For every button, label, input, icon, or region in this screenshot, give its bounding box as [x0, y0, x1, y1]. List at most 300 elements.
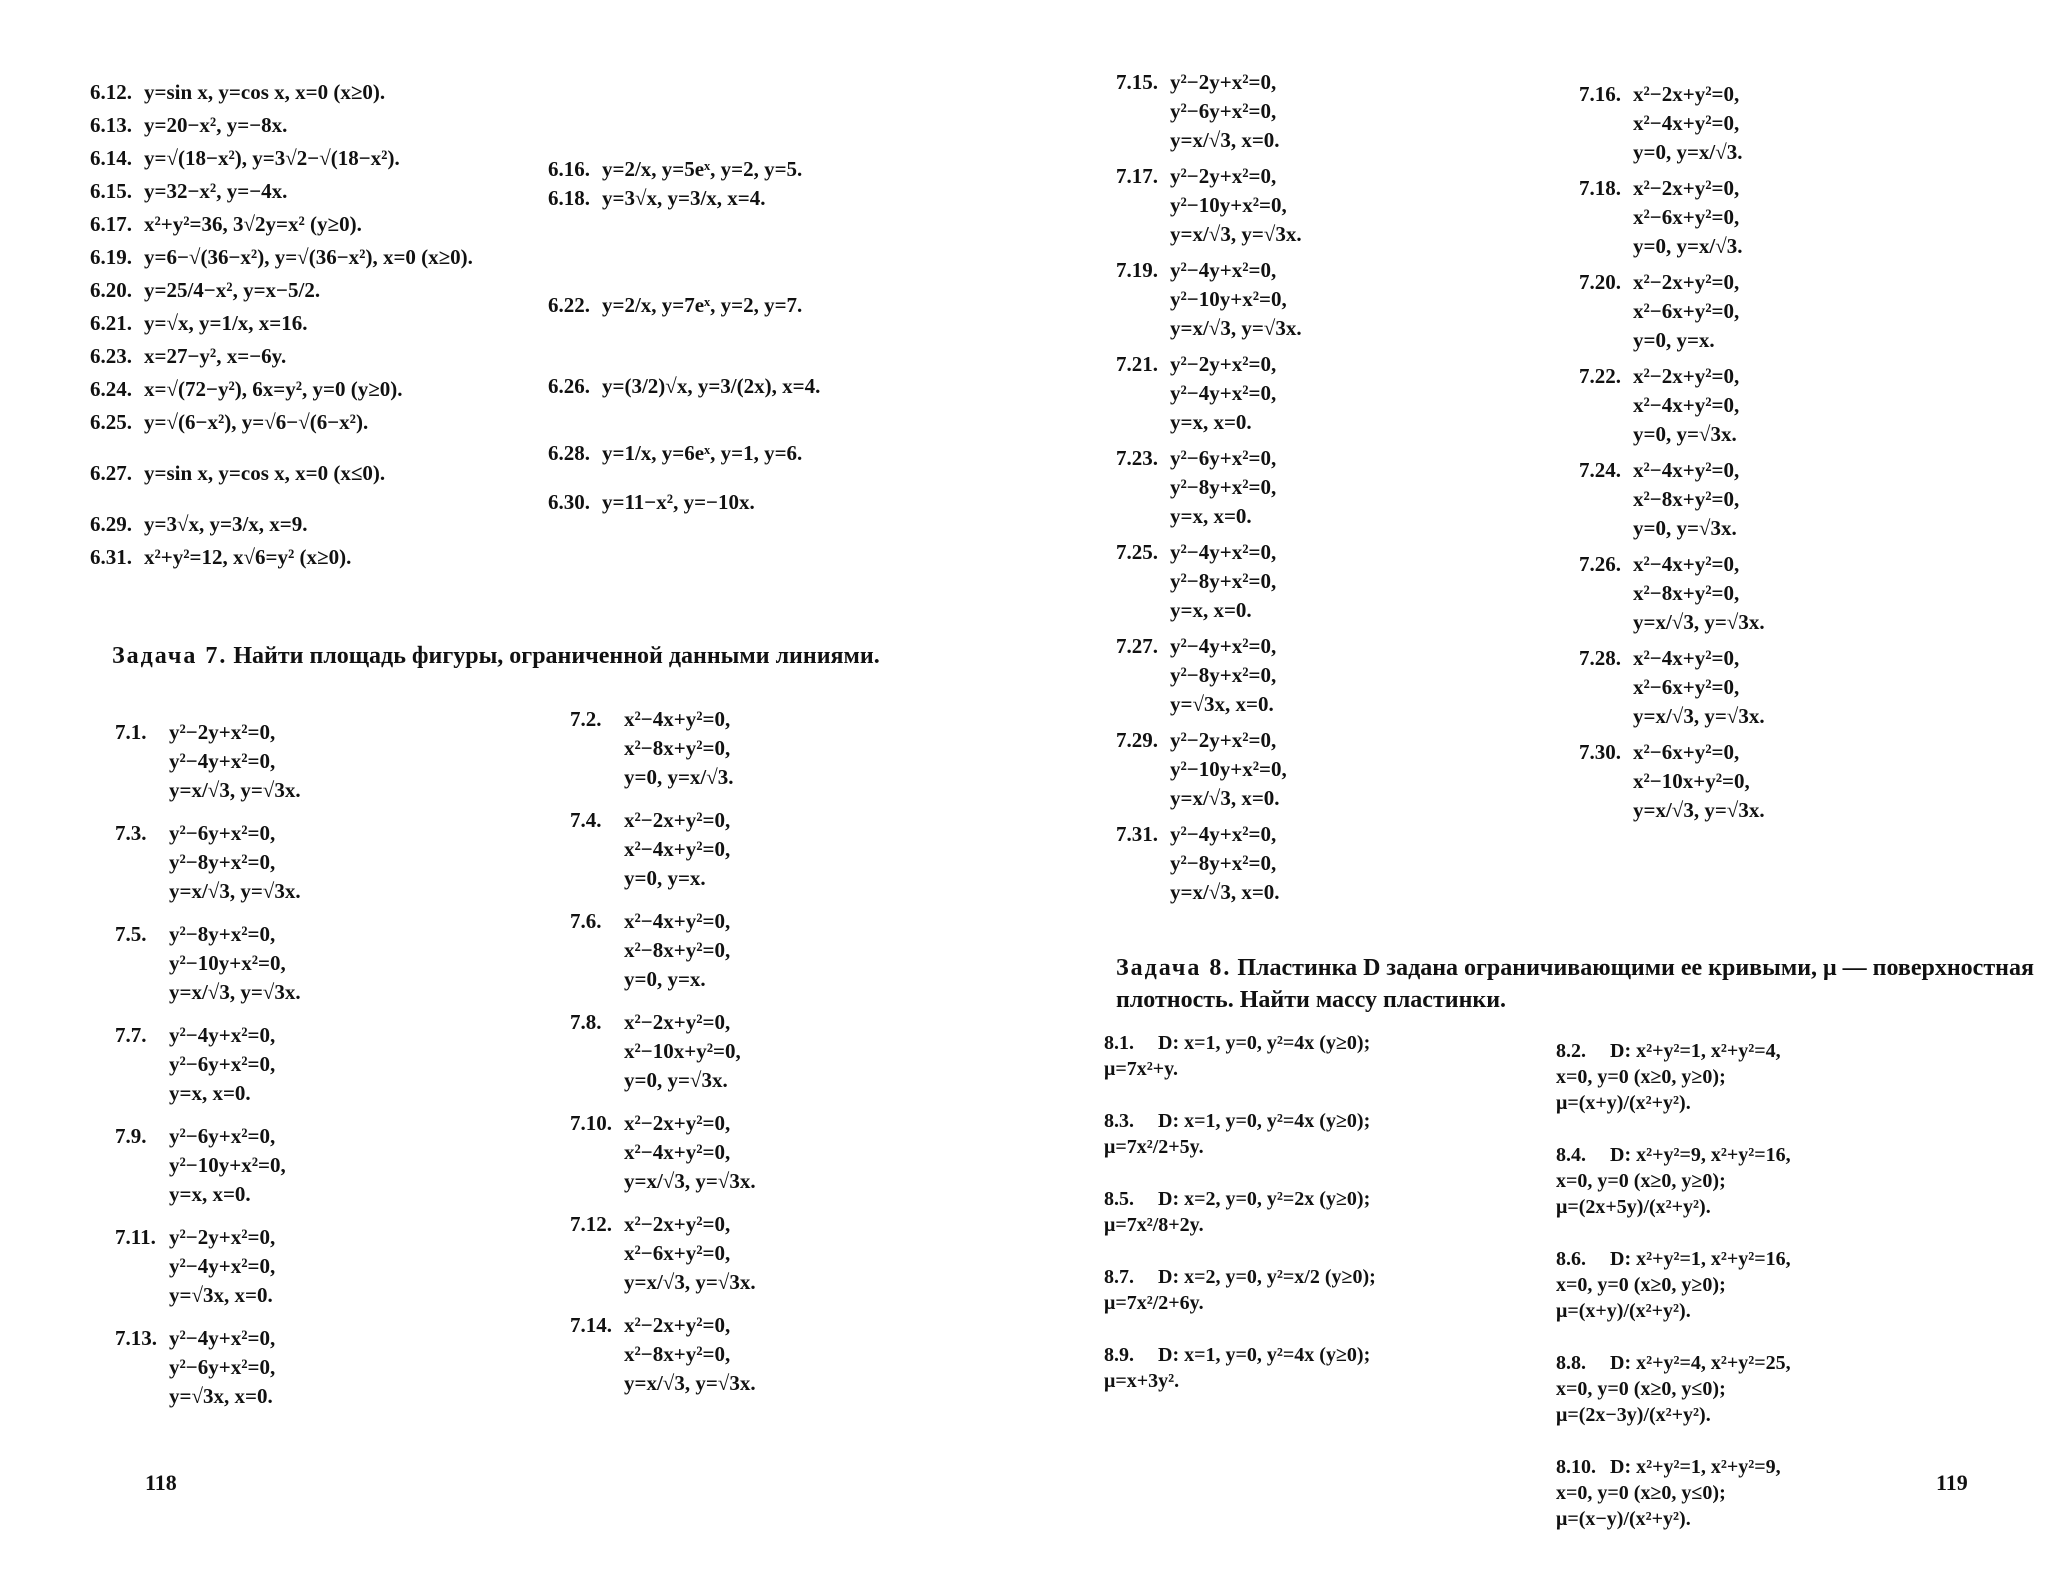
- problem-number: 7.18.: [1579, 176, 1621, 200]
- problem-line: [1579, 174, 1765, 203]
- problem-item: [570, 907, 756, 994]
- problem-line: x²−6x+y²=0,: [1633, 675, 1740, 699]
- problem-line: [548, 291, 820, 320]
- problem-line: μ=(x−y)/(x²+y²).: [1556, 1508, 1691, 1530]
- page-number-left: 118: [145, 1470, 177, 1495]
- problem-expression: x²−4x+y²=0,: [1633, 458, 1740, 482]
- task8-column-1: [1104, 1030, 1376, 1420]
- problem-line: [1579, 362, 1765, 391]
- problem-line: y=x, x=0.: [1170, 504, 1252, 528]
- problem-item: [115, 920, 301, 1007]
- problem-line: [570, 705, 756, 734]
- problem-number: 7.31.: [1116, 822, 1158, 846]
- problem-line: [1556, 1038, 1791, 1064]
- task7-heading: [112, 640, 992, 672]
- problem-expression: x²−2x+y²=0,: [624, 1111, 731, 1135]
- problem-line: μ=7x²/2+6y.: [1104, 1292, 1204, 1314]
- problem-item: [90, 276, 473, 305]
- problem-line: [548, 439, 820, 468]
- problem-item: [570, 1210, 756, 1297]
- problem-line: x²−4x+y²=0,: [624, 1140, 731, 1164]
- problem-line: x=0, y=0 (x≥0, y≤0);: [1556, 1482, 1726, 1504]
- problem-number: 8.1.: [1104, 1032, 1134, 1054]
- problem-number: 6.24.: [90, 377, 132, 401]
- problem-number: 6.14.: [90, 146, 132, 170]
- problem-expression: D: x²+y²=1, x²+y²=9,: [1610, 1456, 1781, 1478]
- problem-expression: y=1/x, y=6eˣ, y=1, y=6.: [602, 441, 803, 465]
- problem-line: y=x/√3, y=√3x.: [1170, 222, 1302, 246]
- problem-item: [548, 488, 820, 517]
- problem-line: y²−10y+x²=0,: [169, 1153, 286, 1177]
- problem-item: [1116, 162, 1302, 249]
- problem-expression: x²+y²=36, 3√2y=x² (y≥0).: [144, 212, 362, 236]
- problem-number: 7.8.: [570, 1010, 602, 1034]
- problem-item: [1579, 362, 1765, 449]
- problem-number: 6.19.: [90, 245, 132, 269]
- problem-item: [115, 1122, 301, 1209]
- problem-line: y=0, y=√3x.: [624, 1068, 728, 1092]
- problem-expression: x²−2x+y²=0,: [624, 1313, 731, 1337]
- problem-item: [1116, 350, 1302, 437]
- problem-line: y=x/√3, y=√3x.: [1633, 704, 1765, 728]
- problem-expression: x²−2x+y²=0,: [1633, 364, 1740, 388]
- problem-line: μ=x+3y².: [1104, 1370, 1180, 1392]
- problem-line: y=x/√3, y=√3x.: [1633, 610, 1765, 634]
- problem-item: [90, 111, 473, 140]
- problem-item: [115, 718, 301, 805]
- problem-number: 7.11.: [115, 1225, 156, 1249]
- problem-line: [1116, 68, 1302, 97]
- problem-number: 6.26.: [548, 374, 590, 398]
- problem-line: x²−10x+y²=0,: [1633, 769, 1750, 793]
- problem-number: 7.4.: [570, 808, 602, 832]
- problem-number: 6.30.: [548, 490, 590, 514]
- problem-line: y=0, y=x.: [1633, 328, 1715, 352]
- problem-item: [570, 1109, 756, 1196]
- problem-line: μ=7x²+y.: [1104, 1058, 1179, 1080]
- problem-number: 6.17.: [90, 212, 132, 236]
- problem-line: μ=7x²/8+2y.: [1104, 1214, 1204, 1236]
- problem-number: 8.4.: [1556, 1144, 1586, 1166]
- problem-item: [90, 459, 473, 488]
- problem-line: [1104, 1264, 1376, 1290]
- problem-line: x²−10x+y²=0,: [624, 1039, 741, 1063]
- problem-line: [570, 1109, 756, 1138]
- problem-number: 7.13.: [115, 1326, 157, 1350]
- problem-line: x=0, y=0 (x≥0, y≥0);: [1556, 1274, 1726, 1296]
- problem-line: [548, 155, 820, 184]
- problem-line: y²−6y+x²=0,: [169, 1355, 276, 1379]
- problem-line: [90, 375, 473, 404]
- problem-line: y²−8y+x²=0,: [1170, 569, 1277, 593]
- problem-line: [1556, 1142, 1791, 1168]
- task8-heading: [1116, 952, 2036, 1016]
- problem-line: x²−6x+y²=0,: [1633, 205, 1740, 229]
- problem-number: 7.22.: [1579, 364, 1621, 388]
- problem-line: y=x/√3, y=√3x.: [624, 1270, 756, 1294]
- problem-item: [548, 439, 820, 468]
- problem-item: [1104, 1264, 1376, 1316]
- task7-text: Найти площадь фигуры, ограниченной данными линиями.: [233, 643, 880, 669]
- problem-item: [115, 1324, 301, 1411]
- problem-item: [1579, 550, 1765, 637]
- problem-item: [90, 144, 473, 173]
- problem-line: [1104, 1186, 1376, 1212]
- task6-column-1: [90, 78, 473, 576]
- problem-item: [1556, 1246, 1791, 1324]
- problem-expression: y=√(6−x²), y=√6−√(6−x²).: [144, 410, 369, 434]
- problem-expression: y=(3/2)√x, y=3/(2x), x=4.: [602, 374, 821, 398]
- problem-number: 7.28.: [1579, 646, 1621, 670]
- task7-column-1: [115, 718, 301, 1425]
- problem-line: [548, 184, 820, 213]
- problem-item: [115, 1021, 301, 1108]
- problem-line: [1116, 350, 1302, 379]
- problem-item: [115, 819, 301, 906]
- problem-line: y²−6y+x²=0,: [169, 1052, 276, 1076]
- problem-line: [1579, 550, 1765, 579]
- problem-line: y²−8y+x²=0,: [1170, 475, 1277, 499]
- problem-number: 8.2.: [1556, 1040, 1586, 1062]
- problem-line: x²−6x+y²=0,: [1633, 299, 1740, 323]
- problem-line: [115, 1324, 301, 1353]
- problem-number: 6.28.: [548, 441, 590, 465]
- problem-line: y=x/√3, y=√3x.: [624, 1371, 756, 1395]
- problem-line: [90, 177, 473, 206]
- problem-line: y=0, y=x/√3.: [624, 765, 734, 789]
- problem-expression: D: x=1, y=0, y²=4x (y≥0);: [1158, 1110, 1371, 1132]
- problem-line: [570, 907, 756, 936]
- problem-number: 7.19.: [1116, 258, 1158, 282]
- problem-item: [548, 184, 820, 213]
- problem-expression: y=2/x, y=5eˣ, y=2, y=5.: [602, 157, 803, 181]
- problem-line: [1579, 80, 1765, 109]
- problem-item: [1116, 68, 1302, 155]
- problem-line: y=x/√3, y=√3x.: [169, 778, 301, 802]
- problem-item: [1116, 256, 1302, 343]
- problem-number: 7.5.: [115, 922, 147, 946]
- problem-number: 7.3.: [115, 821, 147, 845]
- problem-expression: D: x=1, y=0, y²=4x (y≥0);: [1158, 1032, 1371, 1054]
- problem-expression: y=3√x, y=3/x, x=4.: [602, 186, 766, 210]
- problem-item: [548, 291, 820, 320]
- problem-line: y=x, x=0.: [1170, 598, 1252, 622]
- problem-number: 7.17.: [1116, 164, 1158, 188]
- problem-line: x=0, y=0 (x≥0, y≤0);: [1556, 1378, 1726, 1400]
- problem-item: [570, 1008, 756, 1095]
- problem-line: y=√3x, x=0.: [169, 1283, 273, 1307]
- task7-column-2: [570, 705, 756, 1412]
- problem-expression: y²−2y+x²=0,: [169, 720, 276, 744]
- problem-number: 7.14.: [570, 1313, 612, 1337]
- problem-item: [90, 510, 473, 539]
- problem-item: [570, 705, 756, 792]
- problem-expression: y=3√x, y=3/x, x=9.: [144, 512, 308, 536]
- problem-line: x²−8x+y²=0,: [624, 736, 731, 760]
- problem-line: [90, 111, 473, 140]
- problem-line: [90, 543, 473, 572]
- problem-expression: D: x²+y²=4, x²+y²=25,: [1610, 1352, 1791, 1374]
- problem-line: [90, 243, 473, 272]
- problem-line: μ=(2x+5y)/(x²+y²).: [1556, 1196, 1711, 1218]
- problem-line: y=0, y=x/√3.: [1633, 140, 1743, 164]
- task8-column-2: [1556, 1038, 1791, 1558]
- problem-expression: y²−4y+x²=0,: [1170, 540, 1277, 564]
- problem-line: x²−8x+y²=0,: [624, 938, 731, 962]
- problem-line: [1579, 268, 1765, 297]
- problem-line: μ=7x²/2+5y.: [1104, 1136, 1204, 1158]
- task6-column-2: [548, 155, 820, 517]
- problem-number: 7.15.: [1116, 70, 1158, 94]
- problem-number: 6.25.: [90, 410, 132, 434]
- problem-number: 7.30.: [1579, 740, 1621, 764]
- task7-cont-column-2: [1579, 80, 1765, 832]
- problem-line: x²−8x+y²=0,: [624, 1342, 731, 1366]
- problem-line: [115, 819, 301, 848]
- problem-line: [1104, 1030, 1376, 1056]
- problem-expression: y=sin x, y=cos x, x=0 (x≥0).: [144, 80, 386, 104]
- problem-line: y²−10y+x²=0,: [169, 951, 286, 975]
- problem-expression: y²−4y+x²=0,: [1170, 258, 1277, 282]
- problem-number: 7.20.: [1579, 270, 1621, 294]
- problem-expression: x=27−y², x=−6y.: [144, 344, 287, 368]
- problem-expression: x²−2x+y²=0,: [1633, 176, 1740, 200]
- problem-number: 6.15.: [90, 179, 132, 203]
- problem-number: 6.13.: [90, 113, 132, 137]
- task8-label: Задача 8.: [1116, 955, 1232, 981]
- problem-expression: y=11−x², y=−10x.: [602, 490, 755, 514]
- problem-line: [1556, 1454, 1791, 1480]
- problem-item: [90, 210, 473, 239]
- problem-line: y=x/√3, x=0.: [1170, 128, 1280, 152]
- problem-expression: D: x=1, y=0, y²=4x (y≥0);: [1158, 1344, 1371, 1366]
- problem-expression: x²−4x+y²=0,: [624, 707, 731, 731]
- problem-line: x²−4x+y²=0,: [1633, 111, 1740, 135]
- problem-line: [1579, 456, 1765, 485]
- problem-number: 6.12.: [90, 80, 132, 104]
- problem-line: [90, 309, 473, 338]
- problem-item: [1116, 632, 1302, 719]
- problem-item: [570, 806, 756, 893]
- problem-expression: x²−2x+y²=0,: [624, 1010, 731, 1034]
- problem-expression: y²−2y+x²=0,: [1170, 70, 1277, 94]
- problem-number: 7.7.: [115, 1023, 147, 1047]
- problem-expression: x²−2x+y²=0,: [624, 1212, 731, 1236]
- problem-number: 6.29.: [90, 512, 132, 536]
- problem-expression: y=25/4−x², y=x−5/2.: [144, 278, 321, 302]
- problem-line: y²−4y+x²=0,: [1170, 381, 1277, 405]
- problem-line: μ=(x+y)/(x²+y²).: [1556, 1092, 1691, 1114]
- problem-line: [115, 1122, 301, 1151]
- problem-line: y=x/√3, x=0.: [1170, 880, 1280, 904]
- problem-line: [90, 510, 473, 539]
- problem-number: 8.10.: [1556, 1456, 1596, 1478]
- problem-expression: x²−2x+y²=0,: [1633, 270, 1740, 294]
- problem-number: 7.29.: [1116, 728, 1158, 752]
- problem-expression: y²−2y+x²=0,: [1170, 728, 1277, 752]
- problem-number: 7.25.: [1116, 540, 1158, 564]
- problem-expression: x²−4x+y²=0,: [1633, 646, 1740, 670]
- problem-expression: y²−2y+x²=0,: [1170, 352, 1277, 376]
- problem-line: [115, 718, 301, 747]
- problem-line: x²−4x+y²=0,: [624, 837, 731, 861]
- problem-line: y²−4y+x²=0,: [169, 1254, 276, 1278]
- problem-line: x²−4x+y²=0,: [1633, 393, 1740, 417]
- right-page: [1036, 0, 2072, 1579]
- problem-number: 7.27.: [1116, 634, 1158, 658]
- problem-item: [90, 342, 473, 371]
- problem-line: [570, 1008, 756, 1037]
- problem-item: [1116, 444, 1302, 531]
- problem-item: [90, 408, 473, 437]
- task8-text: Пластинка D задана ограничивающими ее кривыми, μ — поверхностная плотность. Найти массу пластинки.: [1116, 955, 2034, 1013]
- problem-line: μ=(x+y)/(x²+y²).: [1556, 1300, 1691, 1322]
- problem-line: y=√3x, x=0.: [169, 1384, 273, 1408]
- problem-item: [570, 1311, 756, 1398]
- problem-item: [1116, 538, 1302, 625]
- problem-number: 7.12.: [570, 1212, 612, 1236]
- problem-line: [115, 1021, 301, 1050]
- problem-line: [1556, 1350, 1791, 1376]
- problem-line: y=x, x=0.: [1170, 410, 1252, 434]
- problem-number: 6.20.: [90, 278, 132, 302]
- problem-number: 6.27.: [90, 461, 132, 485]
- problem-line: y²−10y+x²=0,: [1170, 757, 1287, 781]
- problem-expression: D: x²+y²=1, x²+y²=4,: [1610, 1040, 1781, 1062]
- problem-item: [115, 1223, 301, 1310]
- problem-expression: x²−2x+y²=0,: [1633, 82, 1740, 106]
- problem-expression: y=√x, y=1/x, x=16.: [144, 311, 308, 335]
- problem-expression: x²−4x+y²=0,: [624, 909, 731, 933]
- problem-item: [1579, 174, 1765, 261]
- problem-line: [90, 276, 473, 305]
- problem-expression: D: x=2, y=0, y²=x/2 (y≥0);: [1158, 1266, 1376, 1288]
- problem-line: x=0, y=0 (x≥0, y≥0);: [1556, 1170, 1726, 1192]
- problem-item: [1104, 1030, 1376, 1082]
- problem-line: y=x/√3, x=0.: [1170, 786, 1280, 810]
- problem-number: 7.10.: [570, 1111, 612, 1135]
- problem-line: [1116, 538, 1302, 567]
- problem-expression: y²−2y+x²=0,: [169, 1225, 276, 1249]
- problem-line: y=x/√3, y=√3x.: [169, 879, 301, 903]
- problem-line: y=0, y=x.: [624, 866, 706, 890]
- problem-line: [90, 144, 473, 173]
- problem-line: y=x/√3, y=√3x.: [169, 980, 301, 1004]
- problem-line: y=0, y=√3x.: [1633, 422, 1737, 446]
- problem-line: [548, 372, 820, 401]
- problem-line: [90, 342, 473, 371]
- problem-item: [90, 309, 473, 338]
- problem-line: y=0, y=x/√3.: [1633, 234, 1743, 258]
- problem-number: 7.24.: [1579, 458, 1621, 482]
- problem-expression: x²−4x+y²=0,: [1633, 552, 1740, 576]
- problem-line: [1116, 820, 1302, 849]
- problem-item: [1579, 268, 1765, 355]
- problem-number: 7.6.: [570, 909, 602, 933]
- problem-line: y=x/√3, y=√3x.: [1170, 316, 1302, 340]
- problem-number: 6.21.: [90, 311, 132, 335]
- problem-number: 6.18.: [548, 186, 590, 210]
- problem-expression: y²−6y+x²=0,: [169, 821, 276, 845]
- problem-line: y²−8y+x²=0,: [1170, 851, 1277, 875]
- problem-expression: y²−6y+x²=0,: [169, 1124, 276, 1148]
- problem-item: [90, 177, 473, 206]
- problem-item: [90, 78, 473, 107]
- problem-number: 8.5.: [1104, 1188, 1134, 1210]
- problem-line: [115, 920, 301, 949]
- problem-number: 7.9.: [115, 1124, 147, 1148]
- problem-line: [90, 459, 473, 488]
- problem-expression: x²+y²=12, x√6=y² (x≥0).: [144, 545, 352, 569]
- page-number-right: 119: [1936, 1470, 1968, 1495]
- problem-expression: x=√(72−y²), 6x=y², y=0 (y≥0).: [144, 377, 403, 401]
- problem-number: 8.7.: [1104, 1266, 1134, 1288]
- problem-expression: y=√(18−x²), y=3√2−√(18−x²).: [144, 146, 400, 170]
- problem-line: y=√3x, x=0.: [1170, 692, 1274, 716]
- problem-line: y²−8y+x²=0,: [169, 850, 276, 874]
- problem-number: 7.2.: [570, 707, 602, 731]
- problem-number: 7.26.: [1579, 552, 1621, 576]
- problem-number: 6.16.: [548, 157, 590, 181]
- problem-item: [1556, 1038, 1791, 1116]
- problem-line: x²−6x+y²=0,: [624, 1241, 731, 1265]
- problem-line: y²−4y+x²=0,: [169, 749, 276, 773]
- problem-line: [1579, 738, 1765, 767]
- problem-line: [1104, 1108, 1376, 1134]
- problem-expression: y²−2y+x²=0,: [1170, 164, 1277, 188]
- problem-expression: y=20−x², y=−8x.: [144, 113, 288, 137]
- problem-number: 8.6.: [1556, 1248, 1586, 1270]
- problem-expression: D: x²+y²=9, x²+y²=16,: [1610, 1144, 1791, 1166]
- problem-expression: y²−4y+x²=0,: [169, 1023, 276, 1047]
- problem-item: [1579, 80, 1765, 167]
- problem-expression: x²−6x+y²=0,: [1633, 740, 1740, 764]
- problem-number: 7.1.: [115, 720, 147, 744]
- problem-line: x²−8x+y²=0,: [1633, 487, 1740, 511]
- problem-item: [1556, 1350, 1791, 1428]
- problem-line: [1116, 726, 1302, 755]
- problem-item: [1104, 1186, 1376, 1238]
- problem-line: [1556, 1246, 1791, 1272]
- problem-line: [1116, 162, 1302, 191]
- problem-line: [1104, 1342, 1376, 1368]
- problem-item: [90, 543, 473, 572]
- problem-line: y=0, y=√3x.: [1633, 516, 1737, 540]
- problem-line: y=x/√3, y=√3x.: [1633, 798, 1765, 822]
- problem-expression: y=sin x, y=cos x, x=0 (x≤0).: [144, 461, 386, 485]
- problem-expression: D: x²+y²=1, x²+y²=16,: [1610, 1248, 1791, 1270]
- problem-line: x=0, y=0 (x≥0, y≥0);: [1556, 1066, 1726, 1088]
- problem-expression: y²−8y+x²=0,: [169, 922, 276, 946]
- problem-line: [570, 1311, 756, 1340]
- problem-line: y²−10y+x²=0,: [1170, 287, 1287, 311]
- problem-item: [90, 375, 473, 404]
- problem-number: 7.21.: [1116, 352, 1158, 376]
- problem-expression: y²−6y+x²=0,: [1170, 446, 1277, 470]
- problem-number: 8.9.: [1104, 1344, 1134, 1366]
- problem-number: 8.3.: [1104, 1110, 1134, 1132]
- problem-line: [115, 1223, 301, 1252]
- problem-item: [1116, 726, 1302, 813]
- problem-item: [1104, 1108, 1376, 1160]
- problem-number: 6.22.: [548, 293, 590, 317]
- problem-line: y²−10y+x²=0,: [1170, 193, 1287, 217]
- problem-item: [90, 243, 473, 272]
- problem-item: [1556, 1142, 1791, 1220]
- problem-line: μ=(2x−3y)/(x²+y²).: [1556, 1404, 1711, 1426]
- problem-line: [570, 1210, 756, 1239]
- problem-line: y=x, x=0.: [169, 1182, 251, 1206]
